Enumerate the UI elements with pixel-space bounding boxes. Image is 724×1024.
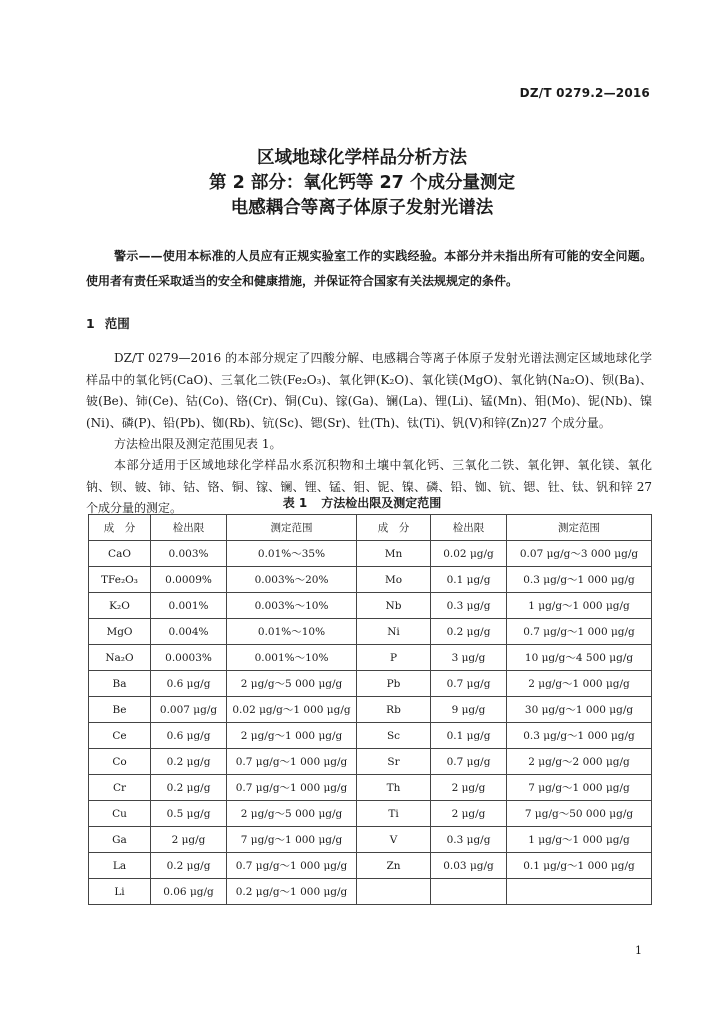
table-cell: [431, 879, 507, 905]
document-title-line3: 电感耦合等离子体原子发射光谱法: [230, 198, 494, 218]
table-cell: Na₂O: [89, 645, 151, 671]
table-cell: 0.06 μg/g: [151, 879, 227, 905]
section-number: 1: [86, 316, 95, 331]
table-cell: 0.001%～10%: [227, 645, 357, 671]
table-cell: 0.2 μg/g: [151, 853, 227, 879]
table-cell: [507, 879, 652, 905]
table-cell: Ba: [89, 671, 151, 697]
header-cell: 成 分: [357, 515, 431, 541]
table-cell: P: [357, 645, 431, 671]
table-caption: [0, 494, 724, 511]
table-cell: Ga: [89, 827, 151, 853]
header-cell: 测定范围: [507, 515, 652, 541]
table-row: [89, 723, 652, 749]
table-cell: Be: [89, 697, 151, 723]
table-cell: Ni: [357, 619, 431, 645]
table-cell: Mn: [357, 541, 431, 567]
table-cell: 7 μg/g～1 000 μg/g: [507, 775, 652, 801]
table-cell: 7 μg/g～1 000 μg/g: [227, 827, 357, 853]
table-cell: 0.003%～10%: [227, 593, 357, 619]
table-row: [89, 697, 652, 723]
table-cell: 2 μg/g: [431, 801, 507, 827]
table-caption-text: 方法检出限及测定范围: [321, 496, 442, 510]
table-cell: 0.0009%: [151, 567, 227, 593]
table-caption-number: 表 1: [282, 496, 308, 510]
header-cell: 测定范围: [227, 515, 357, 541]
table-cell: 0.02 μg/g～1 000 μg/g: [227, 697, 357, 723]
table-cell: 2 μg/g～1 000 μg/g: [227, 723, 357, 749]
table-cell: 0.007 μg/g: [151, 697, 227, 723]
section-heading: [86, 314, 130, 332]
table-cell: 1 μg/g～1 000 μg/g: [507, 827, 652, 853]
table-cell: 0.7 μg/g～1 000 μg/g: [227, 853, 357, 879]
detection-limit-table: [88, 514, 652, 905]
table-cell: Sc: [357, 723, 431, 749]
table-cell: 0.001%: [151, 593, 227, 619]
table-cell: Cu: [89, 801, 151, 827]
table-cell: La: [89, 853, 151, 879]
table-cell: 0.01%～10%: [227, 619, 357, 645]
table-cell: Co: [89, 749, 151, 775]
table-cell: Zn: [357, 853, 431, 879]
table-cell: 0.1 μg/g～1 000 μg/g: [507, 853, 652, 879]
table-cell: 0.003%～20%: [227, 567, 357, 593]
table-cell: Sr: [357, 749, 431, 775]
document-title-line1: 区域地球化学样品分析方法: [257, 148, 467, 168]
table-cell: 1 μg/g～1 000 μg/g: [507, 593, 652, 619]
standard-code: DZ/T 0279.2—2016: [519, 86, 650, 100]
scope-paragraph-3: 本部分适用于区域地球化学样品水系沉积物和土壤中氧化钙、三氧化二铁、氧化钾、氧化镁、氧化钠、钡、铍、铈、钴、铬、铜、镓、镧、锂、锰、钼、铌、镍、磷、铅、铷、钪、锶、钍、钛、钒和锌 27 个成分量的测定。: [86, 458, 652, 515]
table-row: [89, 749, 652, 775]
table-cell: 0.03 μg/g: [431, 853, 507, 879]
table-row: [89, 853, 652, 879]
table-header-row: [89, 515, 652, 541]
table-row: [89, 541, 652, 567]
table-row: [89, 671, 652, 697]
table-cell: 0.01%～35%: [227, 541, 357, 567]
table-cell: 0.1 μg/g: [431, 567, 507, 593]
table-cell: CaO: [89, 541, 151, 567]
table-cell: 0.7 μg/g: [431, 671, 507, 697]
table-cell: K₂O: [89, 593, 151, 619]
table-cell: 0.6 μg/g: [151, 723, 227, 749]
table-cell: 2 μg/g～5 000 μg/g: [227, 801, 357, 827]
table-cell: Cr: [89, 775, 151, 801]
table-cell: Nb: [357, 593, 431, 619]
table-row: [89, 775, 652, 801]
table-cell: V: [357, 827, 431, 853]
scope-paragraph-2: 方法检出限及测定范围见表 1。: [114, 437, 282, 451]
table-cell: 0.5 μg/g: [151, 801, 227, 827]
section-title: 范围: [104, 316, 130, 331]
table-cell: 2 μg/g: [431, 775, 507, 801]
table-row: [89, 645, 652, 671]
document-title-line2: 第 2 部分：氧化钙等 27 个成分量测定: [209, 173, 515, 193]
table-cell: [357, 879, 431, 905]
table-cell: 0.3 μg/g: [431, 593, 507, 619]
table-cell: 0.02 μg/g: [431, 541, 507, 567]
table-cell: 0.7 μg/g～1 000 μg/g: [507, 619, 652, 645]
table-cell: 0.3 μg/g～1 000 μg/g: [507, 723, 652, 749]
header-cell: 检出限: [151, 515, 227, 541]
table-cell: 2 μg/g～1 000 μg/g: [507, 671, 652, 697]
table-cell: 0.004%: [151, 619, 227, 645]
table-cell: 0.2 μg/g: [431, 619, 507, 645]
table-row: [89, 827, 652, 853]
page-number: 1: [635, 944, 642, 957]
table-cell: Pb: [357, 671, 431, 697]
table-cell: 30 μg/g～1 000 μg/g: [507, 697, 652, 723]
table-cell: TFe₂O₃: [89, 567, 151, 593]
table-cell: 2 μg/g: [151, 827, 227, 853]
table-cell: 0.3 μg/g: [431, 827, 507, 853]
table-cell: 0.003%: [151, 541, 227, 567]
table-cell: 0.3 μg/g～1 000 μg/g: [507, 567, 652, 593]
table-cell: 0.7 μg/g～1 000 μg/g: [227, 775, 357, 801]
table-cell: 0.0003%: [151, 645, 227, 671]
table-row: [89, 593, 652, 619]
header-cell: 成 分: [89, 515, 151, 541]
table-cell: 10 μg/g～4 500 μg/g: [507, 645, 652, 671]
table-row: [89, 801, 652, 827]
table-cell: Ti: [357, 801, 431, 827]
table-row: [89, 879, 652, 905]
table-cell: 3 μg/g: [431, 645, 507, 671]
table-cell: Mo: [357, 567, 431, 593]
table-cell: 0.6 μg/g: [151, 671, 227, 697]
table-row: [89, 567, 652, 593]
table-cell: 0.1 μg/g: [431, 723, 507, 749]
table-cell: Ce: [89, 723, 151, 749]
table-cell: MgO: [89, 619, 151, 645]
table-cell: 2 μg/g～5 000 μg/g: [227, 671, 357, 697]
table-cell: Th: [357, 775, 431, 801]
header-cell: 检出限: [431, 515, 507, 541]
table-cell: 0.7 μg/g: [431, 749, 507, 775]
table-cell: Rb: [357, 697, 431, 723]
scope-paragraph-1: DZ/T 0279—2016 的本部分规定了四酸分解、电感耦合等离子体原子发射光谱法测定区域地球化学样品中的氧化钙(CaO)、三氧化二铁(Fe₂O₃)、氧化钾(K₂O)、氧化镁(MgO)、氧化钠(Na₂O)、钡(Ba)、铍(Be)、铈(Ce)、钴(Co)、铬(Cr)、铜(Cu)、镓(Ga)、镧(La)、锂(Li)、锰(Mn)、钼(Mo)、铌(Nb)、镍(Ni)、磷(P)、铅(Pb)、铷(Rb)、钪(Sc)、锶(Sr)、钍(Th)、钛(Ti)、钒(V)和锌(Zn)27 个成分量。: [86, 351, 652, 430]
table-row: [89, 619, 652, 645]
table-cell: 0.2 μg/g: [151, 749, 227, 775]
table-cell: 0.2 μg/g: [151, 775, 227, 801]
safety-warning: 警示——使用本标准的人员应有正规实验室工作的实践经验。本部分并未指出所有可能的安全问题。使用者有责任采取适当的安全和健康措施，并保证符合国家有关法规规定的条件。: [86, 249, 652, 288]
table-cell: 0.07 μg/g～3 000 μg/g: [507, 541, 652, 567]
table-cell: 2 μg/g～2 000 μg/g: [507, 749, 652, 775]
table-cell: 9 μg/g: [431, 697, 507, 723]
table-cell: 7 μg/g～50 000 μg/g: [507, 801, 652, 827]
table-cell: Li: [89, 879, 151, 905]
table-cell: 0.7 μg/g～1 000 μg/g: [227, 749, 357, 775]
table-cell: 0.2 μg/g～1 000 μg/g: [227, 879, 357, 905]
